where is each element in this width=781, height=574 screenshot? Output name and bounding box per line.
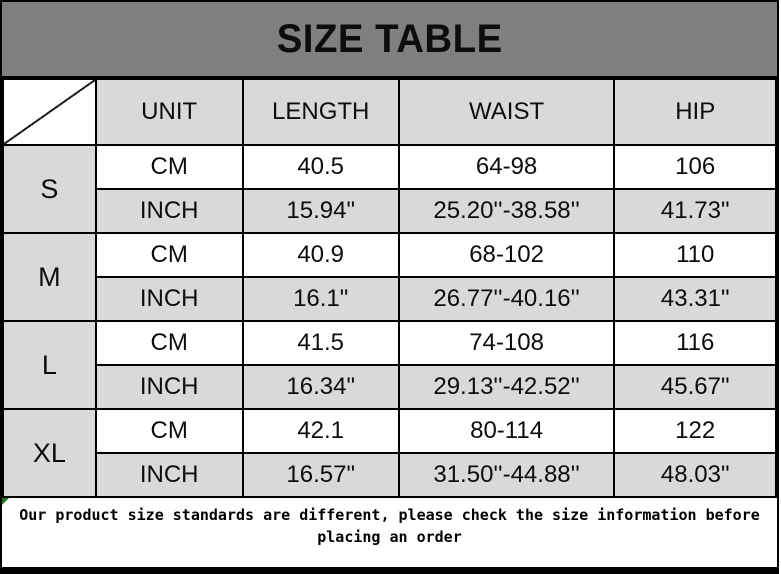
cell-s-cm-hip: 106	[614, 145, 776, 189]
cell-l-inch-hip: 45.67"	[614, 365, 776, 409]
table-row-xl-cm	[3, 409, 776, 453]
footer-note-text: Our product size standards are different, please check the size information before placing an order	[19, 506, 760, 546]
table-row-m-inch	[3, 277, 776, 321]
size-label-l: L	[3, 321, 96, 409]
cell-xl-cm-waist: 80-114	[399, 409, 615, 453]
cell-m-cm-hip: 110	[614, 233, 776, 277]
cell-l-inch-waist: 29.13''-42.52''	[399, 365, 615, 409]
cell-s-inch-unit: INCH	[96, 189, 243, 233]
cell-xl-cm-length: 42.1	[243, 409, 399, 453]
cell-l-inch-length: 16.34"	[243, 365, 399, 409]
size-table	[2, 78, 777, 498]
cell-m-inch-length: 16.1"	[243, 277, 399, 321]
cell-m-cm-unit: CM	[96, 233, 243, 277]
size-label-s: S	[3, 145, 96, 233]
cell-l-cm-length: 41.5	[243, 321, 399, 365]
table-row-l-inch	[3, 365, 776, 409]
cell-m-inch-hip: 43.31"	[614, 277, 776, 321]
cell-m-cm-length: 40.9	[243, 233, 399, 277]
size-label-xl: XL	[3, 409, 96, 497]
page-title: SIZE TABLE	[276, 16, 503, 61]
diagonal-corner-cell	[3, 79, 96, 145]
comment-corner-marker-icon	[2, 498, 9, 505]
column-header-hip: HIP	[614, 79, 776, 145]
table-row-l-cm	[3, 321, 776, 365]
cell-s-inch-waist: 25.20''-38.58''	[399, 189, 615, 233]
cell-s-inch-length: 15.94"	[243, 189, 399, 233]
table-header-row	[3, 79, 776, 145]
cell-s-inch-hip: 41.73"	[614, 189, 776, 233]
cell-s-cm-unit: CM	[96, 145, 243, 189]
table-row-s-cm	[3, 145, 776, 189]
column-header-waist: WAIST	[399, 79, 615, 145]
cell-xl-inch-unit: INCH	[96, 453, 243, 497]
cell-xl-inch-waist: 31.50''-44.88''	[399, 453, 615, 497]
column-header-length: LENGTH	[243, 79, 399, 145]
cell-l-cm-unit: CM	[96, 321, 243, 365]
cell-m-inch-waist: 26.77''-40.16''	[399, 277, 615, 321]
cell-xl-cm-unit: CM	[96, 409, 243, 453]
cell-l-cm-hip: 116	[614, 321, 776, 365]
cell-xl-cm-hip: 122	[614, 409, 776, 453]
cell-m-cm-waist: 68-102	[399, 233, 615, 277]
table-row-xl-inch	[3, 453, 776, 497]
cell-l-cm-waist: 74-108	[399, 321, 615, 365]
cell-s-cm-length: 40.5	[243, 145, 399, 189]
cell-xl-inch-length: 16.57"	[243, 453, 399, 497]
cell-s-cm-waist: 64-98	[399, 145, 615, 189]
column-header-unit: UNIT	[96, 79, 243, 145]
title-bar	[2, 2, 777, 78]
cell-m-inch-unit: INCH	[96, 277, 243, 321]
cell-xl-inch-hip: 48.03"	[614, 453, 776, 497]
footer-note-bar	[2, 498, 777, 567]
table-row-m-cm	[3, 233, 776, 277]
cell-l-inch-unit: INCH	[96, 365, 243, 409]
size-label-m: M	[3, 233, 96, 321]
table-row-s-inch	[3, 189, 776, 233]
